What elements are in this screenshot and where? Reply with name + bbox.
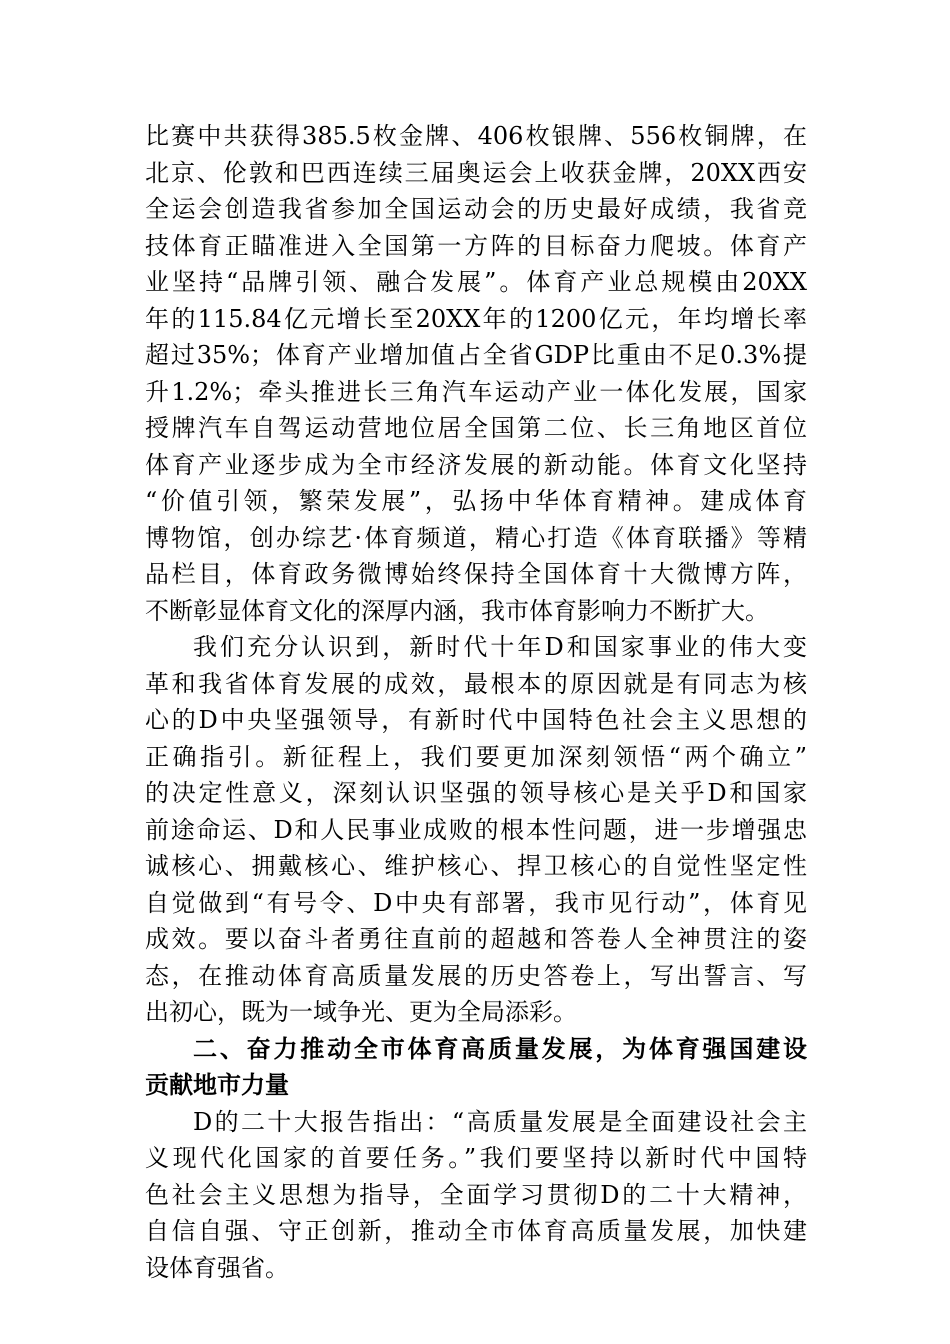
text-line: 北京、伦敦和巴西连续三届奥运会上收获金牌，20XX西安 [145,158,807,187]
text-line: 色社会主义思想为指导，全面学习贯彻D的二十大精神， [145,1180,807,1209]
text-line: 革和我省体育发展的成效，最根本的原因就是有同志为核 [145,669,807,698]
document-body [145,118,807,1286]
text-line: 心的D中央坚强领导，有新时代中国特色社会主义思想的 [145,706,807,734]
text-line: 超过35%；体育产业增加值占全省GDP比重由不足0.3%提 [145,341,807,369]
text-line: 技体育正瞄准进入全国第一方阵的目标奋力爬坡。体育产 [145,231,807,260]
text-line: 品栏目，体育政务微博始终保持全国体育十大微博方阵， [145,560,807,588]
heading-line: 贡献地市力量 [145,1071,289,1099]
text-line: 义现代化国家的首要任务。”我们要坚持以新时代中国特 [145,1144,807,1172]
text-line: 全运会创造我省参加全国运动会的历史最好成绩，我省竞 [145,195,807,223]
text-line: 不断彰显体育文化的深厚内涵，我市体育影响力不断扩大。 [145,596,769,625]
text-line: 正确指引。新征程上，我们要更加深刻领悟“两个确立” [145,742,807,771]
text-line: 比赛中共获得385.5枚金牌、406枚银牌、556枚铜牌，在 [145,122,807,150]
text-line: 授牌汽车自驾运动营地位居全国第二位、长三角地区首位 [145,414,807,442]
text-line: 自觉做到“有号令、D中央有部署，我市见行动”，体育见 [145,888,807,917]
paragraph-understanding [145,629,807,1031]
text-line: 前途命运、D和人民事业成败的根本性问题，进一步增强忠 [145,815,807,844]
text-line: 年的115.84亿元增长至20XX年的1200亿元，年均增长率 [145,304,807,333]
text-line: 出初心，既为一域争光、更为全局添彩。 [145,998,577,1026]
text-line: 升1.2%；牵头推进长三角汽车运动产业一体化发展，国家 [145,377,807,406]
text-line: 业坚持“品牌引领、融合发展”。体育产业总规模由20XX [145,268,807,296]
text-line: 诚核心、拥戴核心、维护核心、捍卫核心的自觉性坚定性 [145,852,807,880]
paragraph-sports-achievements [145,118,807,629]
text-line: “价值引领，繁荣发展”，弘扬中华体育精神。建成体育 [145,487,807,515]
text-line: 态，在推动体育高质量发展的历史答卷上，写出誓言、写 [145,961,807,990]
text-line: 设体育强省。 [145,1253,289,1282]
text-line: 博物馆，创办综艺·体育频道，精心打造《体育联播》等精 [145,523,807,552]
heading-line: 二、奋力推动全市体育高质量发展，为体育强国建设 [193,1034,807,1063]
text-line: 我们充分认识到，新时代十年D和国家事业的伟大变 [193,633,807,661]
text-line: 的决定性意义，深刻认识坚强的领导核心是关乎D和国家 [145,779,807,807]
text-line: 自信自强、守正创新，推动全市体育高质量发展，加快建 [145,1217,807,1245]
text-line: 成效。要以奋斗者勇往直前的超越和答卷人全神贯注的姿 [145,925,807,953]
text-line: D的二十大报告指出：“高质量发展是全面建设社会主 [193,1107,807,1136]
section-heading [145,1031,807,1104]
text-line: 体育产业逐步成为全市经济发展的新动能。体育文化坚持 [145,450,807,479]
paragraph-report-quote [145,1104,807,1287]
